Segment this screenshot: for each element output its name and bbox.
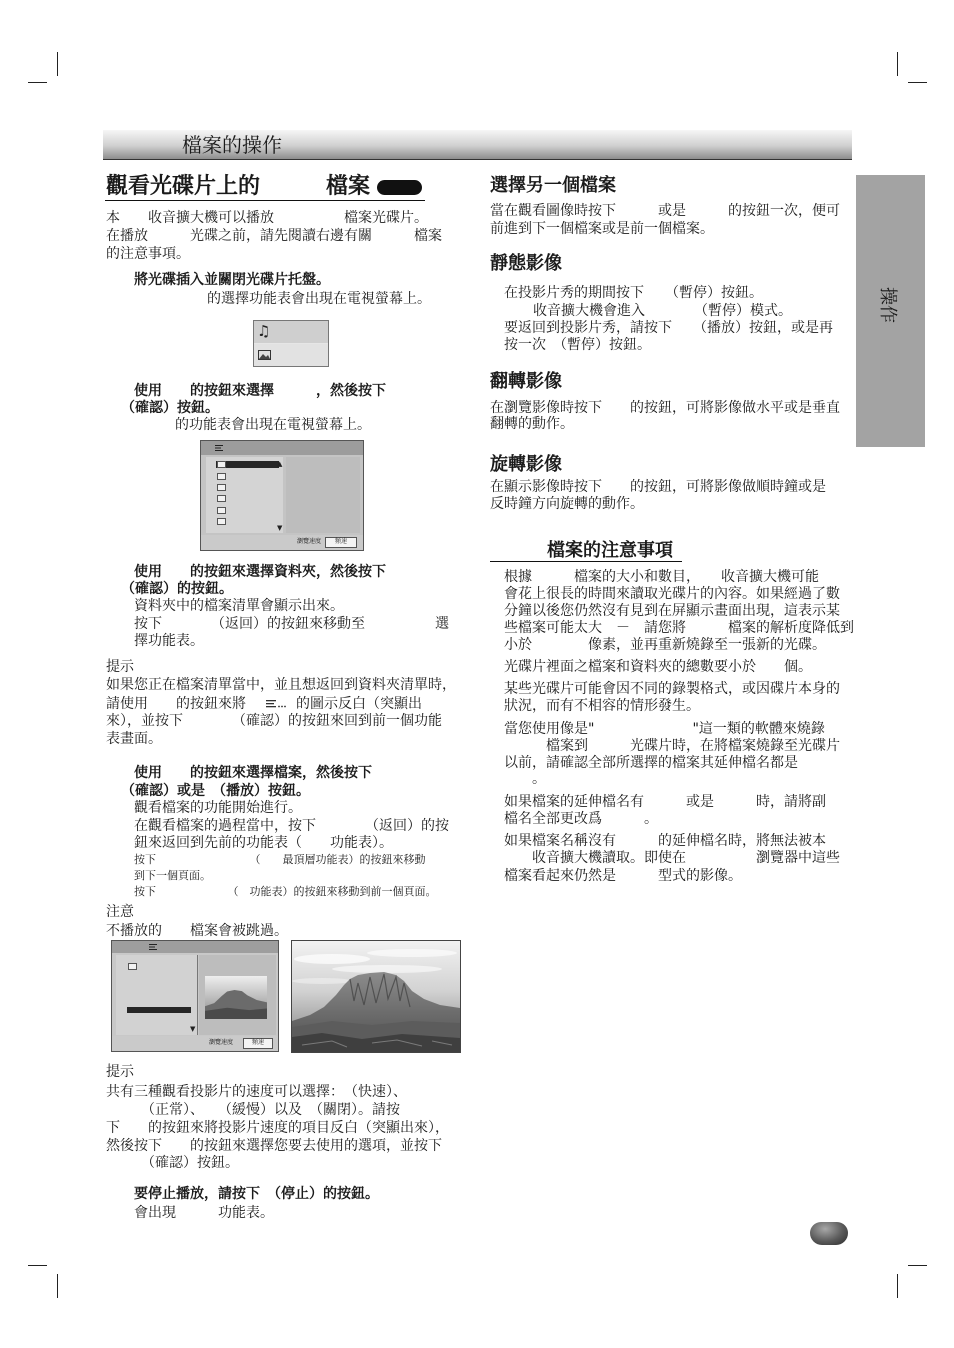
tip-line: 來），並按下 （確認）的按鈕來回到前一個功能 <box>106 713 442 729</box>
step1-line: 的選擇功能表會出現在電視螢幕上。 <box>207 291 431 307</box>
step3-line: 資料夾中的檔案清單會顯示出來。 <box>134 598 344 614</box>
step4-small-line: 按下 （ 功能表）的按鈕來移動到前一個頁面。 <box>134 885 437 898</box>
still-line: 收音擴大機會進入 （暫停）模式。 <box>533 303 792 319</box>
tip-line: （正常）、 （緩慢）以及 （關閉）。請按 <box>106 1102 400 1118</box>
crop-mark <box>57 1274 58 1298</box>
folder-icon <box>217 484 226 491</box>
step3-line: 按下 （返回）的按鈕來移動至 選 <box>134 616 449 632</box>
rotate-heading: 旋轉影像 <box>490 454 562 475</box>
notes-line: 根據 檔案的大小和數目， 收音擴大機可能 <box>504 569 819 585</box>
page-title: 觀看光碟片上的 檔案 <box>106 174 371 199</box>
crop-mark <box>57 52 58 76</box>
tip-line: 如果您正在檔案清單當中，並且想返回到資料夾清單時， <box>106 677 456 693</box>
tip-line: （確認）按鈕。 <box>106 1155 239 1171</box>
folder-icon <box>217 507 226 514</box>
tip-heading: 提示 <box>106 1064 134 1080</box>
panel-divider <box>197 955 198 1035</box>
step5-line: 會出現 功能表。 <box>134 1205 274 1221</box>
notes-line: 如果檔案名稱沒有 的延伸檔名時，將無法被本 <box>504 833 826 849</box>
step2-line: （確認）按鈕。 <box>121 400 219 416</box>
step3-line: （確認）的按鈕。 <box>121 581 233 597</box>
speed-label: 瀏覽速度 <box>297 538 322 545</box>
notes-line: 以前，請確認全部所選擇的檔案其延伸檔名都是 <box>504 755 798 771</box>
flip-line: 翻轉的動作。 <box>490 416 574 432</box>
flip-heading: 翻轉影像 <box>490 371 562 392</box>
step5-line: 要停止播放，請按下 （停止）的按鈕。 <box>134 1186 379 1202</box>
notes-line: 小於 像素，並再重新燒錄至一張新的光碟。 <box>504 637 826 653</box>
notes-line: 光碟片裡面之檔案和資料夾的總數要小於 個。 <box>504 659 812 675</box>
step4-line: （確認）或是 （播放）按鈕。 <box>121 783 310 799</box>
tip-line: 共有三種觀看投影片的速度可以選擇： （快速）、 <box>106 1084 407 1100</box>
folder-list-screen <box>200 440 364 551</box>
tip-line: 下 的按鈕來將投影片速度的項目反白（突顯出來）， <box>106 1120 449 1136</box>
still-line: 在投影片秀的期間按下 （暫停）按鈕。 <box>504 285 763 301</box>
step2-line: 使用 的按鈕來選擇 ，然後按下 <box>134 383 386 399</box>
notes-line: 分鐘以後您仍然沒有見到在屏顯示畫面出現，這表示某 <box>504 603 840 619</box>
rotate-line: 反時鐘方向旋轉的動作。 <box>490 496 644 512</box>
select-other-line: 當在觀看圖像時按下 或是 的按鈕一次，便可 <box>490 203 840 219</box>
tip-line: 的圖示反白（突顯出 <box>296 696 422 712</box>
screen-header <box>112 941 278 953</box>
tip-line: 然後按下 的按鈕來選擇您要去使用的選項，並按下 <box>106 1138 442 1154</box>
folder-icon <box>217 461 226 468</box>
section-title: 檔案的操作 <box>182 133 282 157</box>
menu-row-music <box>254 321 328 343</box>
notes-line: 檔案到 光碟片時，在將檔案燒錄至光碟片 <box>504 738 840 754</box>
notes-line: 檔名全部更改爲 。 <box>504 811 658 827</box>
chapter-tab <box>856 175 925 447</box>
notes-line: 。 <box>504 771 546 787</box>
intro-line: 的注意事項。 <box>106 246 190 262</box>
crop-mark <box>908 1265 927 1266</box>
page-number-badge <box>810 1222 848 1245</box>
format-badge <box>377 180 422 195</box>
file-list-panel <box>206 457 283 533</box>
notes-line: 如果檔案的延伸檔名有 或是 時，請將副 <box>504 794 826 810</box>
step4-line: 鈕來返回到先前的功能表（ 功能表）。 <box>134 835 393 851</box>
landscape-photo <box>291 940 461 1053</box>
file-list-screen <box>111 940 279 1052</box>
folder-up-icon <box>215 445 223 451</box>
note-heading: 注意 <box>106 904 134 920</box>
folder-icon <box>217 495 226 502</box>
intro-line: 本 收音擴大機可以播放 檔案光碟片。 <box>106 210 428 226</box>
speed-label: 瀏覽速度 <box>209 1039 234 1046</box>
notes-underline <box>490 561 682 562</box>
crop-mark <box>897 1274 898 1298</box>
notes-line: 狀況，而有不相容的情形發生。 <box>504 698 700 714</box>
crop-mark <box>908 82 927 83</box>
crop-mark <box>28 82 47 83</box>
step3-line: 使用 的按鈕來選擇資料夾，然後按下 <box>134 564 386 580</box>
crop-mark <box>28 1265 47 1266</box>
file-list-panel <box>116 955 197 1035</box>
screen-footer <box>201 535 363 550</box>
step4-line: 使用 的按鈕來選擇檔案，然後按下 <box>134 765 372 781</box>
screen-footer <box>112 1036 278 1051</box>
step2-line: 的功能表會出現在電視螢幕上。 <box>175 417 371 433</box>
folder-up-icon <box>266 699 286 709</box>
notes-line: 某些光碟片可能會因不同的錄製格式，或因碟片本身的 <box>504 681 840 697</box>
selected-row <box>127 1007 191 1013</box>
still-heading: 靜態影像 <box>490 253 562 274</box>
screen-header <box>201 441 363 455</box>
flip-line: 在瀏覽影像時按下 的按鈕，可將影像做水平或是垂直 <box>490 400 840 416</box>
folder-icon <box>217 518 226 525</box>
step4-line: 在觀看檔案的過程當中，按下 （返回）的按 <box>134 818 449 834</box>
folder-up-icon <box>149 944 157 950</box>
intro-line: 在播放 光碟之前，請先閱讀右邊有關 檔案 <box>106 228 442 244</box>
preview-thumbnail <box>205 976 267 1019</box>
notes-line: 會花上很長的時間來讀取光碟片的內容。如果經過了數 <box>504 586 840 602</box>
tip-line: 請使用 的按鈕來將 <box>106 696 246 712</box>
menu-row-photo <box>254 344 328 366</box>
rotate-line: 在顯示影像時按下 的按鈕，可將影像做順時鐘或是 <box>490 479 826 495</box>
step4-small-line: 到下一個頁面。 <box>134 869 211 882</box>
note-line: 不播放的 檔案會被跳過。 <box>106 923 288 939</box>
still-line: 按一次 （暫停）按鈕。 <box>504 337 651 353</box>
scroll-down-icon: ▼ <box>190 1025 196 1033</box>
photo-icon <box>258 350 271 360</box>
notes-line: 當您使用像是" "這一類的軟體來燒錄 <box>504 721 825 737</box>
disc-menu-box <box>253 320 329 367</box>
folder-up-icon <box>128 963 137 970</box>
select-other-line: 前進到下一個檔案或是前一個檔案。 <box>490 221 714 237</box>
folder-icon <box>217 473 226 480</box>
tip-line: 表畫面。 <box>106 731 162 747</box>
scroll-down-icon: ▼ <box>277 524 283 532</box>
music-icon: ♫ <box>257 322 271 340</box>
scroll-up-icon: ▲ <box>277 460 283 468</box>
speed-value: 頻速 <box>243 1038 273 1049</box>
step3-line: 擇功能表。 <box>134 633 204 649</box>
section-header-bar <box>103 130 852 160</box>
notes-heading: 檔案的注意事項 <box>547 540 673 561</box>
chapter-tab-label: 操作 <box>877 287 898 323</box>
notes-line: 收音擴大機讀取。即使在 瀏覽器中這些 <box>504 850 840 866</box>
preview-panel <box>286 457 360 533</box>
preview-panel <box>199 955 276 1035</box>
notes-line: 些檔案可能太大 － 請您將 檔案的解析度降低到 <box>504 620 854 636</box>
crop-mark <box>897 52 898 76</box>
title-underline <box>105 200 425 201</box>
select-other-heading: 選擇另一個檔案 <box>490 175 616 196</box>
notes-line: 檔案看起來仍然是 型式的影像。 <box>504 868 742 884</box>
step1-line: 將光碟插入並關閉光碟片托盤。 <box>134 272 330 288</box>
step4-small-line: 按下 （ 最頂層功能表）的按鈕來移動 <box>134 853 426 866</box>
speed-value: 頻速 <box>325 537 357 548</box>
step4-line: 觀看檔案的功能開始進行。 <box>134 800 302 816</box>
still-line: 要返回到投影片秀，請按下 （播放）按鈕，或是再 <box>504 320 833 336</box>
tip-heading: 提示 <box>106 659 134 675</box>
